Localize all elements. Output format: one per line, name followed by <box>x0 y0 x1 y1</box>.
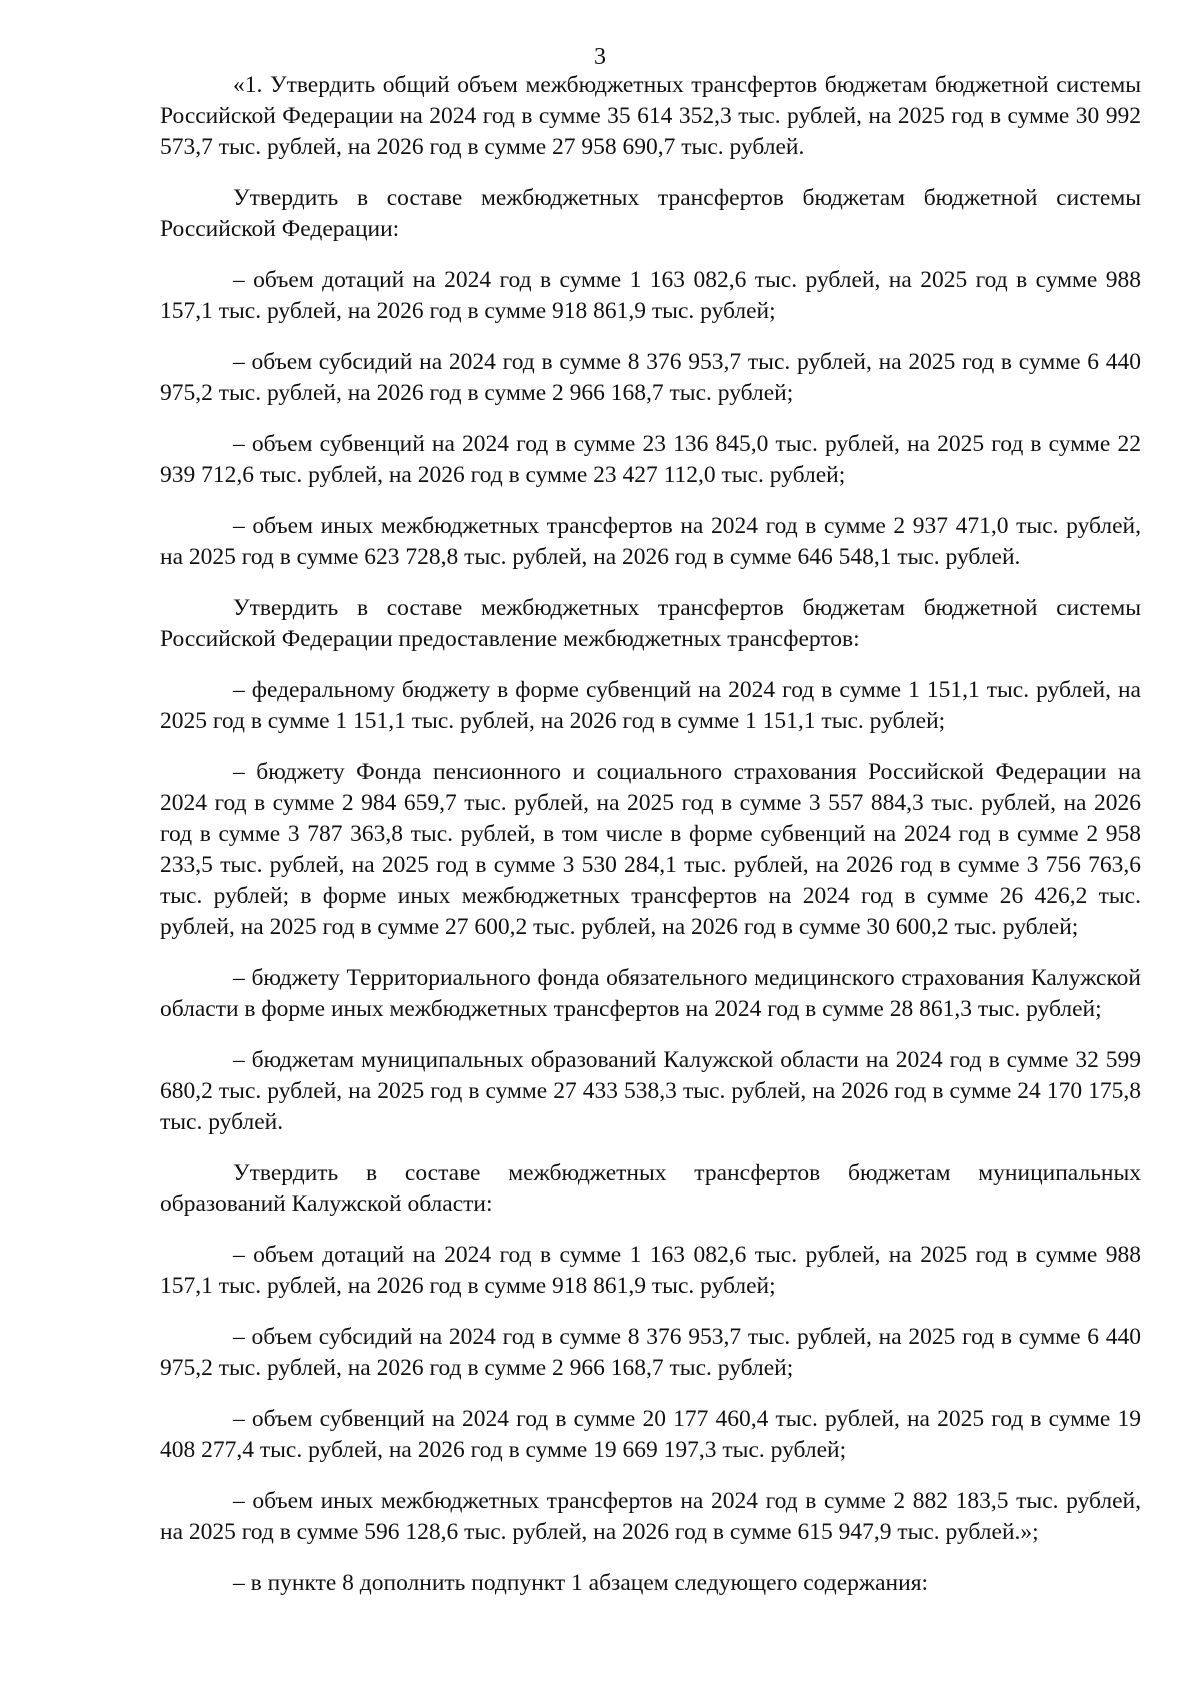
paragraph-3: – объем дотаций на 2024 год в сумме 1 163 082,6 тыс. рублей, на 2025 год в сумме 988 157,1 тыс. рублей, на 2026 год в сумме 918 861,9 тыс. рублей; <box>160 267 1141 324</box>
paragraph-11: – бюджетам муниципальных образований Калужской области на 2024 год в сумме 32 599 680,2 тыс. рублей, на 2025 год в сумме 27 433 538,3 тыс. рублей, на 2026 год в сумме 24 170 175,8 тыс. рублей. <box>160 1047 1141 1135</box>
paragraph-2: Утвердить в составе межбюджетных трансфертов бюджетам бюджетной системы Российской Федерации: <box>160 185 1141 242</box>
paragraph-4: – объем субсидий на 2024 год в сумме 8 376 953,7 тыс. рублей, на 2025 год в сумме 6 440 975,2 тыс. рублей, на 2026 год в сумме 2 966 168,7 тыс. рублей; <box>160 349 1141 406</box>
paragraph-6: – объем иных межбюджетных трансфертов на 2024 год в сумме 2 937 471,0 тыс. рублей, на 2025 год в сумме 623 728,8 тыс. рублей, на 2026 год в сумме 646 548,1 тыс. рублей. <box>160 513 1141 570</box>
paragraph-1: «1. Утвердить общий объем межбюджетных трансфертов бюджетам бюджетной системы Российской Федерации на 2024 год в сумме 35 614 352,3 тыс. рублей, на 2025 год в сумме 30 992 573,7 тыс. рублей, на 2026 год в сумме 27 958 690,7 тыс. рублей. <box>160 72 1141 160</box>
document-body <box>160 70 1141 1599</box>
paragraph-9: – бюджету Фонда пенсионного и социального страхования Российской Федерации на 2024 год в сумме 2 984 659,7 тыс. рублей, на 2025 год в сумме 3 557 884,3 тыс. рублей, на 2026 год в сумме 3 787 363,8 тыс. рублей, в том числе в форме субвенций на 2024 год в сумме 2 958 233,5 тыс. рублей, на 2025 год в сумме 3 530 284,1 тыс. рублей, на 2026 год в сумме 3 756 763,6 тыс. рублей; в форме иных межбюджетных трансфертов на 2024 год в сумме 26 426,2 тыс. рублей, на 2025 год в сумме 27 600,2 тыс. рублей, на 2026 год в сумме 30 600,2 тыс. рублей; <box>160 759 1141 940</box>
paragraph-10: – бюджету Территориального фонда обязательного медицинского страхования Калужской области в форме иных межбюджетных трансфертов на 2024 год в сумме 28 861,3 тыс. рублей; <box>160 965 1141 1022</box>
paragraph-15: – объем субвенций на 2024 год в сумме 20 177 460,4 тыс. рублей, на 2025 год в сумме 19 408 277,4 тыс. рублей, на 2026 год в сумме 19 669 197,3 тыс. рублей; <box>160 1406 1141 1463</box>
paragraph-13: – объем дотаций на 2024 год в сумме 1 163 082,6 тыс. рублей, на 2025 год в сумме 988 157,1 тыс. рублей, на 2026 год в сумме 918 861,9 тыс. рублей; <box>160 1242 1141 1299</box>
paragraph-5: – объем субвенций на 2024 год в сумме 23 136 845,0 тыс. рублей, на 2025 год в сумме 22 939 712,6 тыс. рублей, на 2026 год в сумме 23 427 112,0 тыс. рублей; <box>160 431 1141 488</box>
paragraph-7: Утвердить в составе межбюджетных трансфертов бюджетам бюджетной системы Российской Федерации предоставление межбюджетных трансфертов: <box>160 595 1141 652</box>
paragraph-16: – объем иных межбюджетных трансфертов на 2024 год в сумме 2 882 183,5 тыс. рублей, на 2025 год в сумме 596 128,6 тыс. рублей, на 2026 год в сумме 615 947,9 тыс. рублей.»; <box>160 1488 1141 1545</box>
paragraph-12: Утвердить в составе межбюджетных трансфертов бюджетам муниципальных образований Калужской области: <box>160 1160 1141 1217</box>
paragraph-14: – объем субсидий на 2024 год в сумме 8 376 953,7 тыс. рублей, на 2025 год в сумме 6 440 975,2 тыс. рублей, на 2026 год в сумме 2 966 168,7 тыс. рублей; <box>160 1324 1141 1381</box>
paragraph-17: – в пункте 8 дополнить подпункт 1 абзацем следующего содержания: <box>233 1570 929 1596</box>
paragraph-8: – федеральному бюджету в форме субвенций на 2024 год в сумме 1 151,1 тыс. рублей, на 2025 год в сумме 1 151,1 тыс. рублей, на 2026 год в сумме 1 151,1 тыс. рублей; <box>160 677 1141 734</box>
page-number: 3 <box>594 44 606 70</box>
